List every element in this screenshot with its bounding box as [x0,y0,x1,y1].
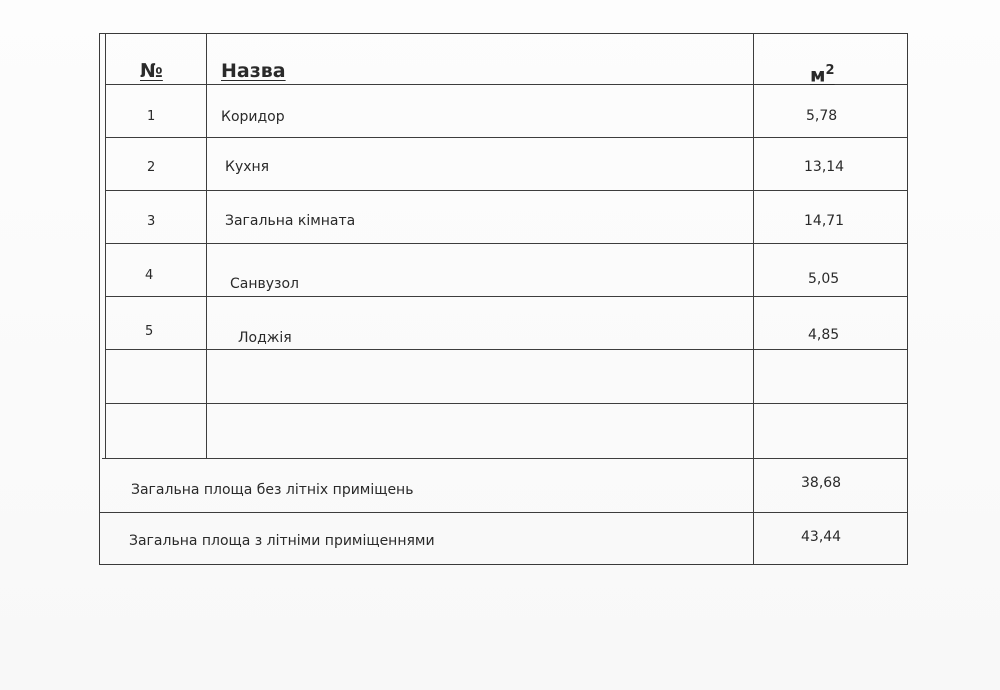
room-name: Лоджія [238,330,292,346]
header-area-unit: м [810,64,826,87]
total-value: 43,44 [801,529,842,545]
room-name: Санвузол [230,276,300,292]
row-divider [105,349,908,350]
row-divider [105,137,908,138]
header-number: № [140,60,163,82]
room-area: 14,71 [804,213,845,229]
room-area: 4,85 [808,327,840,343]
row-divider [102,458,908,459]
room-name: Загальна кімната [225,213,356,229]
row-number: 5 [145,324,154,339]
row-divider [105,296,908,297]
header-name: Назва [221,60,286,82]
total-label: Загальна площа без літніх приміщень [131,482,414,498]
header-area [810,60,835,86]
row-divider [105,243,908,244]
row-divider [105,84,908,85]
room-name: Коридор [221,109,285,125]
row-number: 2 [147,160,156,175]
total-label: Загальна площа з літніми приміщеннями [129,533,435,549]
room-area: 5,05 [808,271,840,287]
row-number: 1 [147,109,156,124]
row-number: 3 [147,214,156,229]
header-area-exponent: 2 [825,63,835,78]
column-divider [206,33,207,458]
row-divider [100,512,908,513]
row-divider [105,190,908,191]
room-name: Кухня [225,159,270,175]
total-value: 38,68 [801,475,842,491]
column-divider [105,33,106,458]
room-area: 5,78 [806,108,838,124]
column-divider [753,33,754,565]
room-area: 13,14 [804,159,845,175]
row-number: 4 [145,268,154,283]
row-divider [105,403,908,404]
